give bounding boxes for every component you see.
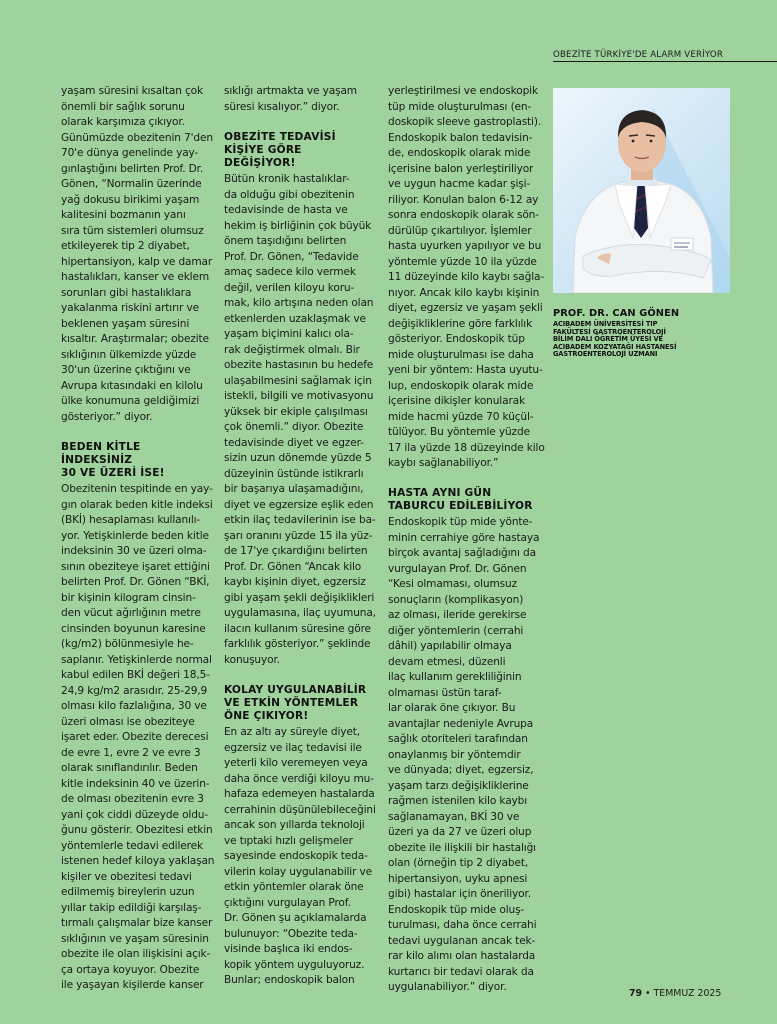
article-column-3 (388, 84, 550, 996)
text-line: Prof. Dr. Gönen, “Tedavide (224, 250, 359, 263)
text-line: onaylanmış bir yöntemdir (388, 748, 521, 761)
text-line: diyet ve egzersize eşlik eden (224, 498, 374, 511)
text-line: 70'e dünya genelinde yay- (61, 147, 199, 159)
text-line: istenen hedef kiloya yaklaşan (61, 855, 215, 868)
text-line: ça ortaya koyuyor. Obezite (61, 963, 200, 976)
text-line: saplanır. Yetişkinlerde normal (61, 653, 212, 666)
paragraph-treatment (224, 172, 386, 668)
text-line: sayesinde endoskopik teda- (224, 850, 368, 863)
text-line: cerrahinin düşünülebileceğini (224, 803, 376, 816)
text-line: şarı oranını yüzde 15 ila yüz- (224, 529, 373, 542)
text-line: tırmalı çalışmalar bize kanser (61, 917, 213, 930)
text-line: kaybı sağlanabiliyor.” (388, 457, 499, 469)
text-line: içerisine balon yerleştiriliyor (388, 162, 534, 175)
text-line: sorunları gibi hastalıklara (61, 286, 192, 299)
text-line: tülüyor. Bu yöntemle yüzde (388, 426, 530, 438)
text-line: yıllar takip edildiği karşılaş- (61, 901, 202, 914)
text-line: Bunlar; endoskopik balon (224, 974, 355, 987)
text-line: gösteriyor.” diyor. (61, 410, 153, 423)
subheading-line: VE ETKİN YÖNTEMLER (224, 696, 359, 709)
subheading-line: DEĞİŞİYOR! (224, 156, 296, 169)
text-line: beklenen yaşam süresini (61, 317, 190, 330)
text-line: kişiler ve obezitesi tedavi (61, 870, 192, 883)
text-line: hasta uyurken yapılıyor ve bu (388, 240, 542, 252)
text-line: avantajlar nedeniyle Avrupa (388, 717, 534, 730)
text-line: kurtarıcı bir tedavi olarak da (388, 965, 534, 978)
text-line: de 17'ye çıkardığını belirten (224, 545, 368, 558)
text-line: sının obeziteye işaret ettiğini (61, 560, 210, 573)
text-line: cinsinden boyunun karesine (61, 622, 206, 635)
page-footer (629, 988, 721, 999)
text-line: kitle indeksinin 40 ve üzerin- (61, 777, 210, 790)
text-line: rağmen istenilen kilo kaybı (388, 795, 528, 808)
text-line: tedavi uygulanan ancak tek- (388, 934, 536, 947)
text-line: hafaza edemeyen hastalarda (224, 788, 375, 801)
text-line: uygulanabiliyor.” diyor. (388, 981, 507, 994)
doctor-title-line: ACIBADEM ÜNİVERSİTESİ TIP (553, 320, 658, 328)
subheading-treatment-personal (224, 131, 386, 171)
subheading-line: HASTA AYNI GÜN (388, 487, 492, 499)
text-line: ulaşabilmesini sağlamak için (224, 374, 372, 387)
text-line: Endoskopik balon tedavisin- (388, 131, 533, 144)
text-line: üzeri ya da 27 ve üzeri olup (388, 826, 532, 839)
text-line: gın olarak beden kitle indeksi (61, 498, 213, 511)
subheading-line: BEDEN KİTLE (61, 440, 141, 453)
text-line: yeni bir yöntem: Hasta uyutu- (388, 364, 543, 376)
text-line: Bütün kronik hastalıklar- (224, 173, 350, 186)
text-line: rak değiştirmek olmalı. Bir (224, 343, 360, 356)
text-line: Günümüzde obezitenin 7'den (61, 131, 213, 144)
text-line: olarak karşımıza çıkıyor. (61, 116, 185, 128)
text-line: Endoskopik tüp mide oluş- (388, 903, 525, 916)
text-line: minin cerrahiye göre hastaya (388, 531, 540, 544)
paragraph-cancer-continued (224, 84, 386, 115)
subheading-line: KİŞİYE GÖRE (224, 143, 302, 156)
text-line: çok önemli.” diyor. Obezite (224, 421, 364, 434)
text-line: etkin ilaç tedavilerinin ise ba- (224, 514, 376, 527)
text-line: kalitesini bozmanın yanı (61, 209, 186, 221)
text-line: 24,9 kg/m2 arasıdır. 25-29,9 (61, 684, 208, 697)
text-line: sıklığı artmakta ve yaşam (224, 85, 357, 97)
text-line: değişikliklerine göre farklılık (388, 317, 533, 330)
text-line: sonuçların (komplikasyon) (388, 593, 524, 606)
subheading-line: 30 VE ÜZERİ İSE! (61, 466, 165, 479)
footer-separator: • (645, 988, 651, 999)
subheading-line: TABURCU EDİLEBİLİYOR (388, 500, 533, 513)
text-line: Prof. Dr. Gönen “Ancak kilo (224, 560, 362, 573)
text-line: nıyor. Ancak kilo kaybı kişinin (388, 286, 540, 299)
text-line: vurgulayan Prof. Dr. Gönen (388, 562, 527, 575)
text-line: Endoskopik tüp mide yönte- (388, 516, 533, 529)
text-line: yerleştirilmesi ve endoskopik (388, 85, 538, 97)
text-line: devam etmesi, düzenli (388, 655, 506, 668)
text-line: hipertansiyon, uyku apnesi (388, 872, 528, 885)
doctor-title-line: GASTROENTEROLOJİ UZMANI (553, 350, 658, 359)
doctor-portrait-photo (553, 88, 730, 293)
text-line: ve dünyada; diyet, egzersiz, (388, 764, 534, 777)
text-line: diğer yöntemlerin (cerrahi (388, 624, 524, 637)
text-line: ve tıptaki hızlı gelişmeler (224, 834, 353, 847)
doctor-name: PROF. DR. CAN GÖNEN (553, 308, 680, 319)
text-line: daha önce verdiği kiloyu mu- (224, 772, 374, 785)
text-line: doskopik sleeve gastroplasti). (388, 116, 542, 128)
text-line: olarak sınıflandırılır. Beden (61, 762, 198, 775)
text-line: Avrupa kıtasındaki en kilolu (61, 379, 203, 392)
text-line: belirten Prof. Dr. Gönen “BKİ, (61, 576, 210, 589)
text-line: gınlaştığını belirten Prof. Dr. (61, 162, 204, 175)
text-line: de evre 1, evre 2 ve evre 3 (61, 746, 201, 759)
text-line: az olması, ileride gerekirse (388, 609, 527, 622)
text-line: etkileyerek tip 2 diyabet, (61, 240, 190, 252)
text-line: işaret eder. Obezite derecesi (61, 731, 209, 744)
text-line: tüp mide oluşturulması (en- (388, 100, 532, 113)
doctor-title (553, 321, 676, 359)
doctor-portrait-illustration (553, 88, 730, 293)
text-line: ülke konumuna geldiğimizi (61, 395, 200, 407)
text-line: de olması obezitenin evre 3 (61, 793, 204, 806)
text-line: farklılık gösteriyor.” şeklinde (224, 638, 371, 651)
paragraph-intro-continued (61, 84, 221, 425)
text-line: tedavisinde de hasta ve (224, 204, 348, 217)
text-line: obezite ile ilişkili bir hastalığı (388, 841, 536, 854)
text-line: birçok avantaj sağladığını da (388, 547, 536, 560)
text-line: gösteriyor. Endoskopik tüp (388, 333, 525, 345)
text-line: değil, verilen kiloyu koru- (224, 281, 355, 294)
text-line: ilacın kullanım süresine göre (224, 622, 371, 635)
text-line: Obezitenin tespitinde en yay- (61, 483, 213, 496)
text-line: Gönen, “Normalin üzerinde (61, 178, 202, 190)
text-line: En az altı ay süreyle diyet, (224, 726, 360, 739)
text-line: kabul edilen BKİ değeri 18,5- (61, 669, 210, 682)
text-line: bir kişinin kilogram cinsin- (61, 591, 196, 604)
text-line: 11 düzeyinde kilo kaybı sağla- (388, 271, 545, 283)
subheading-line: KOLAY UYGULANABİLİR (224, 683, 367, 696)
issue-date: TEMMUZ 2025 (653, 988, 722, 999)
section-header: OBEZİTE TÜRKİYE'DE ALARM VERİYOR (553, 50, 724, 60)
text-line: turulması, daha önce cerrahi (388, 919, 537, 932)
subheading-line: OBEZİTE TEDAVİSİ (224, 130, 336, 143)
text-line: indeksinin 30 ve üzeri olma- (61, 545, 207, 558)
text-line: obezite hastasının bu hedefe (224, 359, 374, 372)
text-line: yağ dokusu birikimi yaşam (61, 193, 200, 206)
paragraph-bmi (61, 482, 221, 994)
text-line: yöntemlerle tedavi edilerek (61, 839, 203, 852)
text-line: dâhil) yapılabilir olmaya (388, 640, 512, 653)
text-line: yakalanma riskini artırır ve (61, 302, 200, 314)
text-line: sonra endoskopik olarak sön- (388, 209, 539, 221)
text-line: bir başarıya ulaşamadığını, (224, 483, 364, 496)
text-line: lup, endoskopik olarak mide (388, 379, 534, 392)
subheading-line: ÖNE ÇIKIYOR! (224, 710, 309, 723)
text-line: 17 ila yüzde 18 düzeyinde kilo (388, 441, 545, 454)
text-line: önem taşıdığını belirten (224, 235, 347, 248)
doctor-title-line: FAKÜLTESİ GASTROENTEROLOJİ (553, 327, 666, 336)
text-line: mak, kilo artışına neden olan (224, 297, 374, 310)
text-line: olan (örneğin tip 2 diyabet, (388, 857, 529, 870)
text-line: kopik yöntem uyguluyoruz. (224, 958, 365, 971)
text-line: dürülüp çıkartılıyor. İşlemler (388, 224, 532, 237)
doctor-title-line: BİLİM DALI ÖĞRETİM ÜYESİ VE (553, 335, 663, 344)
text-line: obezite ile olan ilişkisini açık- (61, 948, 211, 961)
text-line: olması kilo fazlalığına, 30 ve (61, 700, 207, 713)
text-line: de, endoskopik olarak mide (388, 147, 531, 159)
subheading-easy-methods (224, 684, 386, 724)
text-line: yüksek bir ekiple çalışılması (224, 405, 368, 418)
page-number: 79 (629, 988, 643, 999)
paragraph-balloon (388, 84, 550, 472)
text-line: hipertansiyon, kalp ve damar (61, 255, 213, 268)
text-line: yaşam süresini kısaltan çok (61, 85, 203, 97)
text-line: “Kesi olmaması, olumsuz (388, 578, 517, 591)
text-line: sıklığının ülkemizde yüzde (61, 348, 197, 361)
text-line: rar kilo alımı olan hastalarda (388, 950, 536, 963)
subheading-same-day-discharge (388, 487, 550, 513)
subheading-line: İNDEKSİNİZ (61, 453, 133, 466)
text-line: çıktığını vurgulayan Prof. (224, 896, 351, 909)
article-column-2 (224, 84, 386, 989)
text-line: kısaltır. Araştırmalar; obezite (61, 333, 209, 345)
text-line: den vücut ağırlığının metre (61, 607, 201, 620)
text-line: yaşam tarzı değişikliklerine (388, 779, 529, 792)
text-line: ğunu gösterir. Obezitesi etkin (61, 824, 213, 837)
text-line: ve uygun hacme kadar şişi- (388, 178, 531, 190)
text-line: sıklığının ve yaşam süresinin (61, 932, 209, 945)
text-line: hastalıkları, kanser ve eklem (61, 271, 210, 283)
text-line: süresi kısalıyor.” diyor. (224, 100, 340, 113)
text-line: konuşuyor. (224, 653, 280, 666)
text-line: gibi) hastalar için öneriliyor. (388, 888, 531, 901)
text-line: etkin yöntemler olarak öne (224, 881, 364, 894)
text-line: bulunuyor: “Obezite teda- (224, 927, 358, 940)
text-line: uygulamasına, ilaç uyumuna, (224, 607, 376, 620)
text-line: riliyor. Konulan balon 6-12 ay (388, 193, 539, 206)
text-line: etkenlerden uzaklaşmak ve (224, 312, 366, 325)
text-line: mide hacmi yüzde 70 küçül- (388, 410, 534, 423)
paragraph-endoscopic-methods (224, 725, 386, 989)
text-line: yöntemle yüzde 10 ila yüzde (388, 255, 537, 268)
text-line: sağlanamayan, BKİ 30 ve (388, 810, 520, 823)
text-line: da olduğu gibi obezitenin (224, 188, 355, 201)
text-line: tedavisinde diyet ve egzer- (224, 436, 364, 449)
text-line: yeterli kilo veremeyen veya (224, 757, 368, 770)
text-line: mide oluşturulması ise daha (388, 348, 534, 361)
header-rule (553, 61, 777, 62)
paragraph-advantages (388, 515, 550, 996)
text-line: vilerin kolay uygulanabilir ve (224, 865, 372, 878)
text-line: üzeri olması ise obeziteye (61, 715, 195, 728)
doctor-title-line: ACIBADEM KOZYATAĞI HASTANESİ (553, 342, 677, 351)
text-line: yaşam biçimini kalıcı ola- (224, 328, 354, 341)
text-line: amaç sadece kilo vermek (224, 266, 356, 279)
text-line: ilaç kullanım gerekliliğinin (388, 671, 522, 684)
text-line: olmaması üstün taraf- (388, 686, 502, 699)
text-line: 30'un üzerine çıktığını ve (61, 364, 191, 376)
text-line: gibi yaşam şekli değişiklikleri (224, 591, 375, 604)
text-line: sağlık otoriteleri tarafından (388, 733, 528, 746)
text-line: diyet, egzersiz ve yaşam şekli (388, 302, 543, 314)
text-line: düzeyinin üstünde istikrarlı (224, 467, 364, 480)
text-line: istekli, bilgili ve motivasyonu (224, 390, 374, 403)
text-line: yani çok ciddi düzeyde oldu- (61, 808, 209, 821)
text-line: Dr. Gönen şu açıklamalarda (224, 912, 367, 925)
subheading-bmi (61, 441, 221, 481)
text-line: ile yaşayan kişilerde kanser (61, 979, 204, 992)
text-line: visinde başlıca iki endos- (224, 943, 353, 956)
text-line: egzersiz ve ilaç tedavisi ile (224, 741, 362, 754)
text-line: lar olarak öne çıkıyor. Bu (388, 702, 516, 715)
article-column-1 (61, 84, 221, 994)
text-line: edilmemiş bireylerin uzun (61, 886, 195, 899)
text-line: sizin uzun dönemde yüzde 5 (224, 452, 372, 465)
text-line: yor. Yetişkinlerde beden kitle (61, 529, 209, 542)
text-line: sıra tüm sistemleri olumsuz (61, 224, 204, 237)
text-line: (kg/m2) bölünmesiyle he- (61, 638, 194, 651)
text-line: önemli bir sağlık sorunu (61, 100, 185, 113)
text-line: içerisine dikişler konularak (388, 395, 525, 407)
text-line: hekim iş birliğinin çok büyük (224, 219, 372, 232)
text-line: kaybı kişinin diyet, egzersiz (224, 576, 366, 589)
text-line: (BKİ) hesaplaması kullanılı- (61, 514, 201, 527)
text-line: ancak son yıllarda teknoloji (224, 819, 365, 832)
